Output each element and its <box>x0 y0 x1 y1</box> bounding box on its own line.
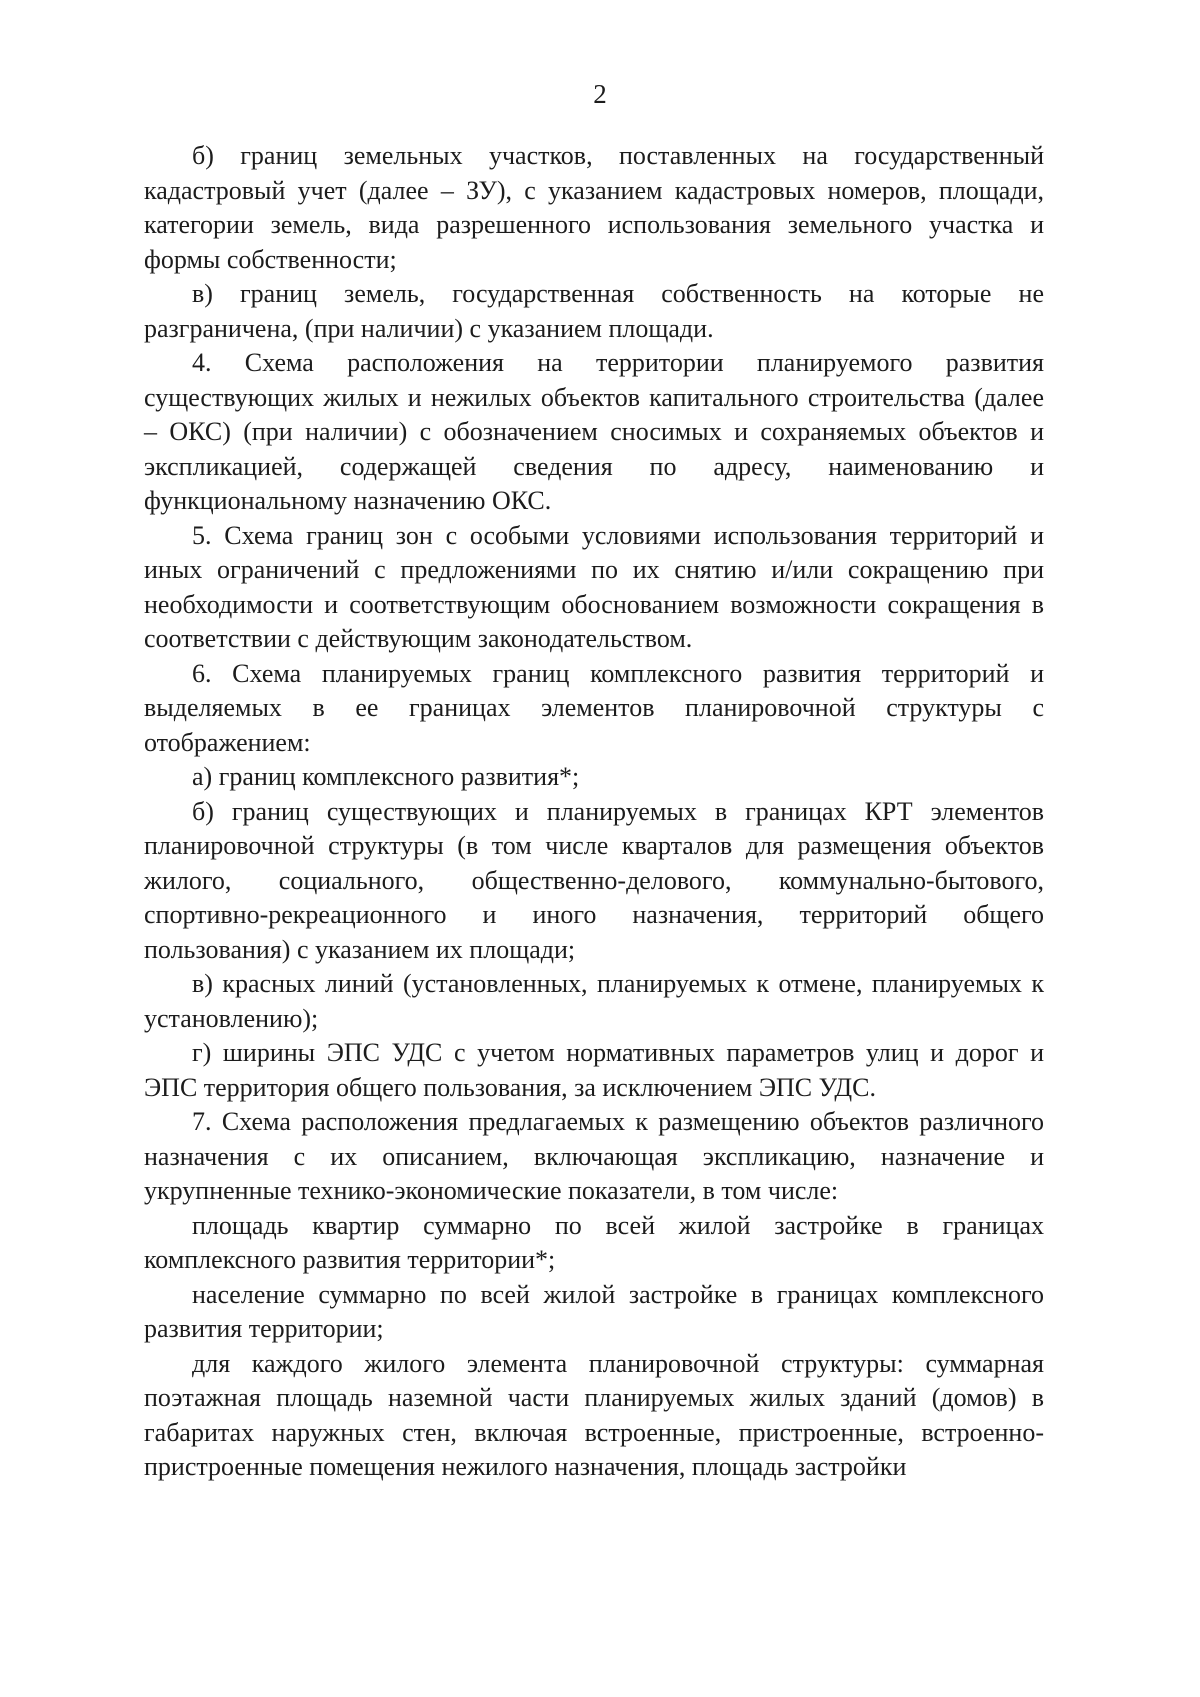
paragraph-5-special-zones-scheme: 5. Схема границ зон с особыми условиями использования территорий и иных ограничений с предложениями по их снятию и/или сокращению при необходимости и соответствующим обоснованием возможности сокращения в соответствии с действующим законодательством. <box>144 520 1044 653</box>
paragraph-6a-development-boundaries: а) границ комплексного развития*; <box>192 762 580 791</box>
paragraph-3b-land-plots: б) границ земельных участков, поставленных на государственный кадастровый учет (далее – ЗУ), с указанием кадастровых номеров, площади, категории земель, вида разрешенного использования земельного участка и формы собственности; <box>144 141 1044 274</box>
paragraph-7-object-placement-scheme: 7. Схема расположения предлагаемых к размещению объектов различного назначения с их описанием, включающая экспликацию, назначение и укрупненные технико-экономические показатели, в том числе: <box>144 1107 1044 1205</box>
paragraph-6v-red-lines: в) красных линий (установленных, планируемых к отмене, планируемых к установлению); <box>144 969 1044 1033</box>
paragraph-population: население суммарно по всей жилой застройке в границах комплексного развития территории; <box>144 1279 1044 1343</box>
document-body <box>144 139 1044 1485</box>
paragraph-4-existing-objects-scheme: 4. Схема расположения на территории планируемого развития существующих жилых и нежилых объектов капитального строительства (далее – ОКС) (при наличии) с обозначением сносимых и сохраняемых объектов и экспликацией, содержащей сведения по адресу, наименованию и функциональному назначению ОКС. <box>144 348 1044 515</box>
paragraph-residential-element: для каждого жилого элемента планировочной структуры: суммарная поэтажная площадь наземной части планируемых жилых зданий (домов) в габаритах наружных стен, включая встроенные, пристроенные, встроенно-пристроенные помещения нежилого назначения, площадь застройки <box>144 1348 1044 1481</box>
paragraph-3v-undivided-land: в) границ земель, государственная собственность на которые не разграничена, (при наличии) с указанием площади. <box>144 279 1044 343</box>
paragraph-6-planned-boundaries-scheme: 6. Схема планируемых границ комплексного развития территорий и выделяемых в ее границах элементов планировочной структуры с отображением: <box>144 658 1044 757</box>
paragraph-apartment-area: площадь квартир суммарно по всей жилой застройке в границах комплексного развития территории*; <box>144 1210 1044 1274</box>
paragraph-6b-planning-structure: б) границ существующих и планируемых в границах КРТ элементов планировочной структуры (в том числе кварталов для размещения объектов жилого, социального, общественно-делового, коммунально-бытового, спортивно-рекреационного и иного назначения, территорий общего пользования) с указанием их площади; <box>144 796 1044 964</box>
paragraph-6g-street-width: г) ширины ЭПС УДС с учетом нормативных параметров улиц и дорог и ЭПС территория общего пользования, за исключением ЭПС УДС. <box>144 1038 1044 1102</box>
page-number: 2 <box>593 79 607 109</box>
